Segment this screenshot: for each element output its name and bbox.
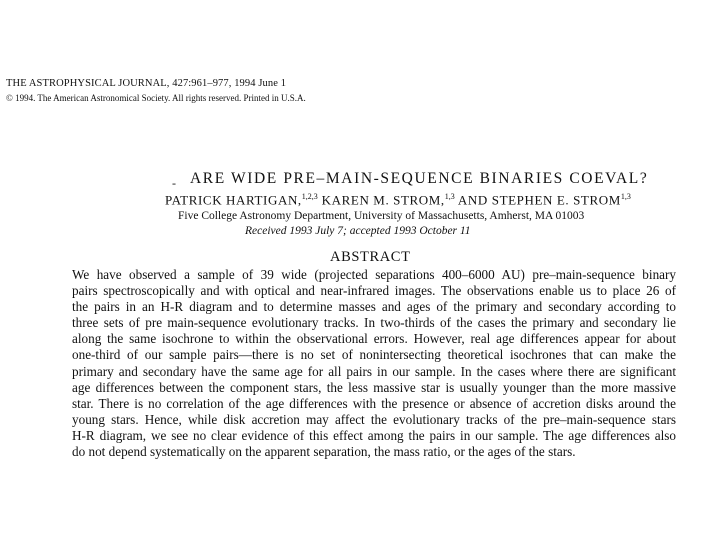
author-name: KAREN M. STROM, — [321, 192, 445, 208]
abstract-line: one-third of our sample pairs—there is no set of nonintersecting theoretical isochrones that can make the — [72, 347, 676, 363]
author-name: PATRICK HARTIGAN, — [165, 192, 302, 208]
abstract-heading: ABSTRACT — [330, 249, 411, 265]
journal-citation: THE ASTROPHYSICAL JOURNAL, 427:961–977, 1994 June 1 — [6, 78, 287, 89]
abstract-line: the pairs in an H-R diagram and to determine masses and ages of the primary and secondary according to — [72, 299, 676, 315]
received-dates: Received 1993 July 7; accepted 1993 October 11 — [245, 225, 471, 237]
paper-title: ARE WIDE PRE–MAIN-SEQUENCE BINARIES COEVAL? — [190, 170, 649, 187]
abstract-line: We have observed a sample of 39 wide (projected separations 400–6000 AU) pre–main-sequence binary — [72, 267, 676, 282]
abstract-line: primary and secondary have the same age for all pairs in our sample. In the cases where there are significant — [72, 363, 676, 379]
abstract-line: pairs spectroscopically and with optical and near-infrared images. The observations enable us to place 26 of — [72, 283, 676, 299]
abstract-line: do not depend systematically on the apparent separation, the mass ratio, or the ages of the stars. — [72, 444, 576, 460]
author-affiliation-marker: 1,3 — [444, 192, 455, 201]
abstract-line: three sets of pre main-sequence evolutionary tracks. In two-thirds of the cases the primary and secondary lie — [72, 315, 676, 331]
abstract-line: along the same isochrone to within the observational errors. However, real age differences appear for about — [72, 331, 676, 347]
title-dash: - — [172, 176, 176, 190]
abstract-line: H-R diagram, we see no clear evidence of this effect among the pairs in our sample. The age differences also — [72, 427, 676, 443]
copyright-notice: © 1994. The American Astronomical Society. All rights reserved. Printed in U.S.A. — [6, 93, 306, 103]
abstract-line: star. There is no correlation of the age differences with the presence or absence of accretion disks around the — [72, 395, 676, 411]
author-name: STEPHEN E. STROM — [491, 192, 621, 208]
author-conjunction: AND — [457, 192, 488, 208]
author-affiliation-marker: 1,3 — [620, 192, 631, 201]
abstract-line: age differences between the component stars, the less massive star is usually younger than the more massive — [72, 379, 676, 395]
abstract-body — [72, 267, 676, 460]
author-affiliation: Five College Astronomy Department, University of Massachusetts, Amherst, MA 01003 — [178, 210, 585, 222]
author-list — [165, 192, 631, 208]
author-affiliation-marker: 1,2,3 — [301, 192, 318, 201]
abstract-line: young stars. Hence, while disk accretion may affect the evolutionary tracks of the pre–main-sequence stars — [72, 411, 676, 427]
